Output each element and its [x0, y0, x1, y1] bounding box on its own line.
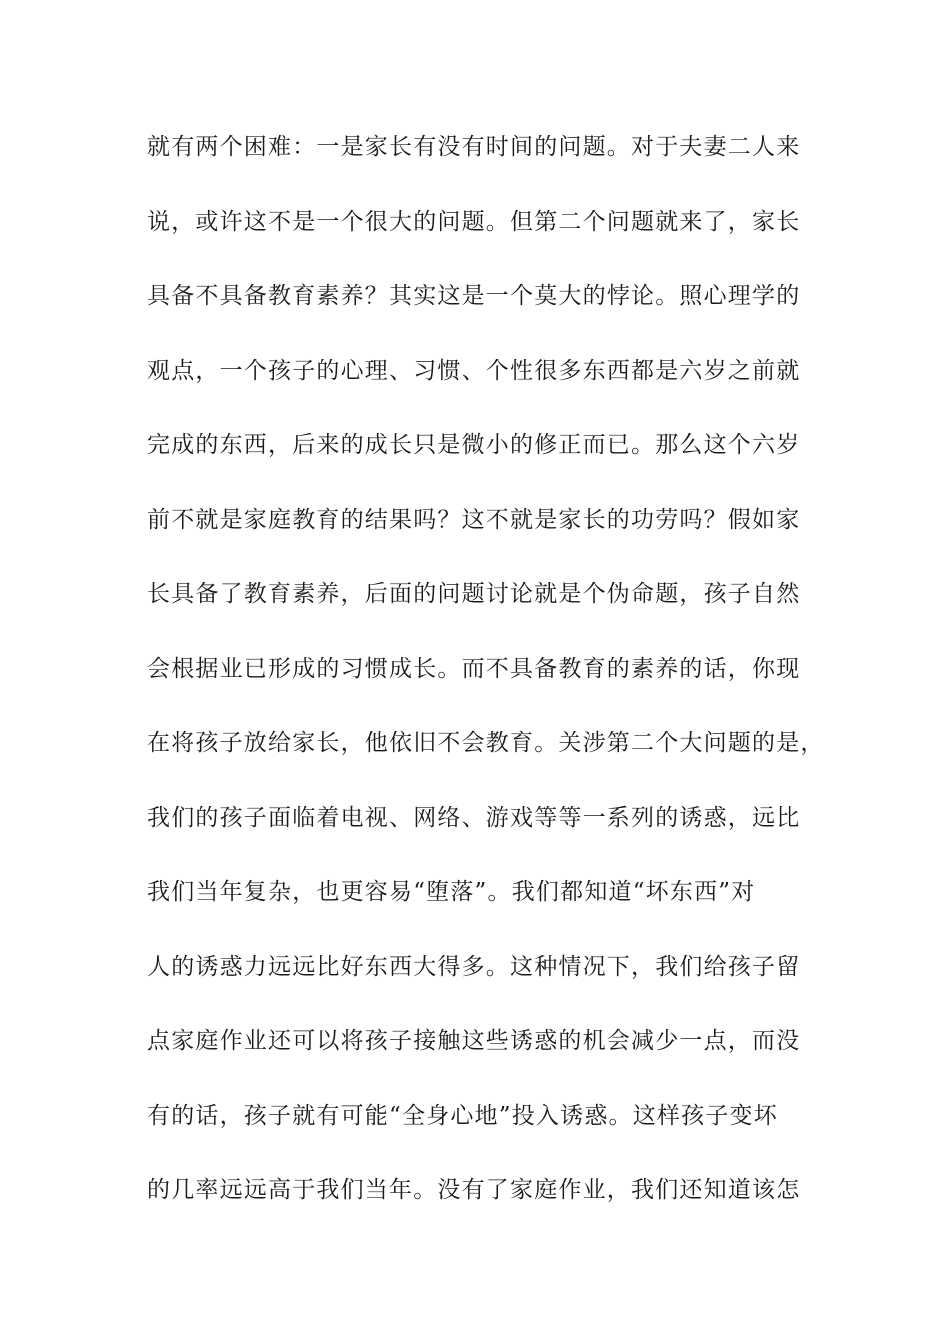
text-line-12: 人的诱惑力远远比好东西大得多。这种情况下，我们给孩子留	[147, 953, 801, 980]
text-line-13: 点家庭作业还可以将孩子接触这些诱惑的机会减少一点，而没	[147, 1028, 801, 1054]
text-line-11: 我们当年复杂，也更容易“堕落”。我们都知道“坏东西”对	[147, 879, 756, 905]
text-line-1: 就有两个困难：一是家长有没有时间的问题。对于夫妻二人来	[147, 134, 801, 160]
text-line-9: 在将孩子放给家长，他依旧不会教育。关涉第二个大问题的是，	[147, 730, 825, 756]
text-line-3: 具备不具备教育素养？其实这是一个莫大的悖论。照心理学的	[147, 283, 801, 309]
text-line-4: 观点，一个孩子的心理、习惯、个性很多东西都是六岁之前就	[147, 357, 801, 384]
text-line-2: 说，或许这不是一个很大的问题。但第二个问题就来了，家长	[147, 208, 801, 235]
text-line-7: 长具备了教育素养，后面的问题讨论就是个伪命题，孩子自然	[147, 581, 801, 607]
text-line-8: 会根据业已形成的习惯成长。而不具备教育的素养的话，你现	[147, 655, 801, 682]
text-line-5: 完成的东西，后来的成长只是微小的修正而已。那么这个六岁	[147, 432, 801, 458]
text-line-15: 的几率远远高于我们当年。没有了家庭作业，我们还知道该怎	[147, 1177, 801, 1203]
text-line-10: 我们的孩子面临着电视、网络、游戏等等一系列的诱惑，远比	[147, 804, 801, 831]
text-line-14: 有的话，孩子就有可能“全身心地”投入诱惑。这样孩子变坏	[147, 1102, 778, 1129]
text-line-6: 前不就是家庭教育的结果吗？这不就是家长的功劳吗？假如家	[147, 506, 801, 533]
body-text	[147, 127, 825, 1245]
